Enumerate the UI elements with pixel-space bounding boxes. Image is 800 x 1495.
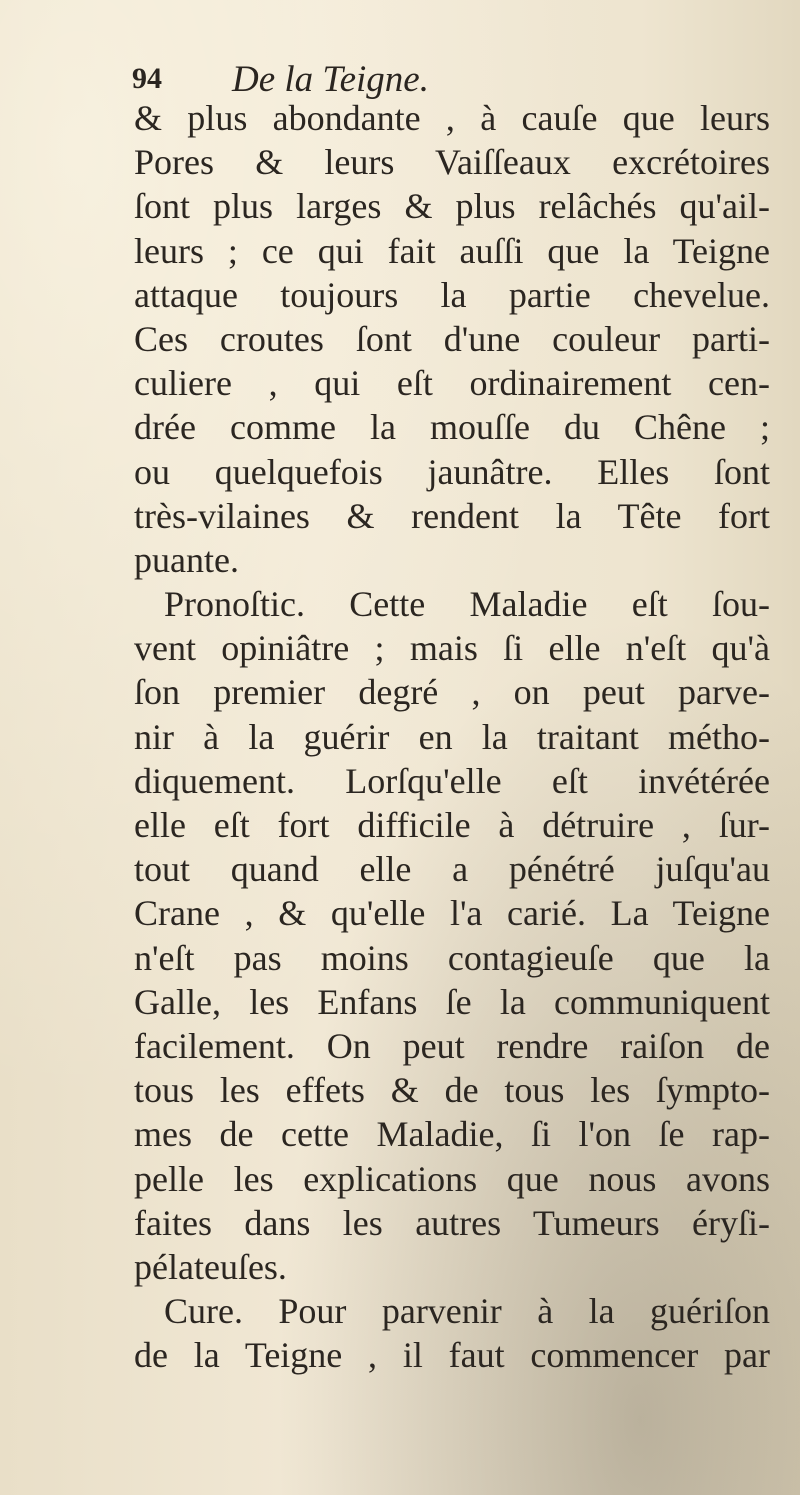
text-line: elle eſt fort difficile à détruire , ſur- [134,805,770,845]
text-line: tout quand elle a pénétré juſqu'au [134,849,770,890]
text-line: leurs ; ce qui fait auſſi que la Teigne [134,230,770,271]
text-line: pélateuſes. [134,1246,287,1287]
body-text [134,96,770,1377]
text-line: Pores & leurs Vaiſſeaux excrétoires [134,142,770,183]
text-line: Galle, les Enfans ſe la communiquent [134,981,770,1022]
text-line: attaque toujours la partie chevelue. [134,274,770,315]
text-line: facilement. On peut rendre raiſon de [134,1025,770,1066]
text-line: ſont plus larges & plus relâchés qu'ail- [134,186,770,227]
text-line: nir à la guérir en la traitant métho- [134,716,770,757]
running-title: De la Teigne. [232,59,429,100]
text-line: & plus abondante , à cauſe que leurs [134,98,770,138]
text-line: Crane , & qu'elle l'a carié. La Teigne [134,893,770,934]
page-number: 94 [132,62,162,95]
text-line: vent opiniâtre ; mais ſi elle n'eſt qu'à [134,628,770,669]
paragraph-start-pronostic: Pronoſtic. Cette Maladie eſt ſou- [164,584,770,625]
paragraph-start-cure: Cure. Pour parvenir à la guériſon [164,1291,770,1332]
text-line: Ces croutes ſont d'une couleur parti- [134,318,770,359]
text-line: tous les effets & de tous les ſympto- [134,1070,770,1111]
text-line: puante. [134,539,239,580]
text-line: culiere , qui eſt ordinairement cen- [134,363,770,404]
text-line: diquement. Lorſqu'elle eſt invétérée [134,760,770,801]
text-line: ſon premier degré , on peut parve- [134,672,770,713]
text-line: n'eſt pas moins contagieuſe que la [134,937,770,978]
text-line: mes de cette Maladie, ſi l'on ſe rap- [134,1114,770,1155]
text-line: très-vilaines & rendent la Tête fort [134,495,770,536]
text-line: drée comme la mouſſe du Chêne ; [134,407,770,448]
text-line: de la Teigne , il faut commencer par [134,1335,770,1376]
text-line: ou quelquefois jaunâtre. Elles ſont [134,451,770,492]
text-line: faites dans les autres Tumeurs éryſi- [134,1202,770,1243]
text-line: pelle les explications que nous avons [134,1158,770,1199]
